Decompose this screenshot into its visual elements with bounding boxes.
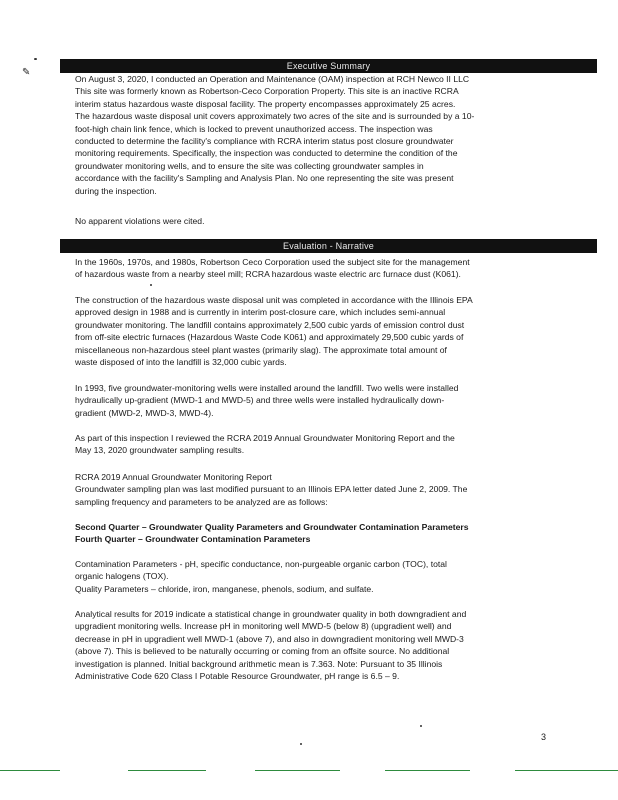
executive-summary-paragraph: On August 3, 2020, I conducted an Operation and Maintenance (OAM) inspection at RCH Newco II LLC This site was formerly known as Robertson-Ceco Corporation Property. This site is an inactive RCRA interim status hazardous waste disposal facility. The property encompasses approximately 25 acres. The hazardous waste disposal unit covers approximately two acres of the site and is surrounded by a 10- foot-high chain link fence, which is locked to prevent unauthorized access. The inspection was conducted to determine the facility's compliance with RCRA interim status post closure groundwater monitoring requirements. Specifically, the inspection was conducted to determine the condition of the groundwater monitoring wells, and to ensure the site was collecting groundwater samples in accordance with the facility's Sampling and Analysis Plan. No one representing the site was present during the inspection. xyxy=(75,74,475,196)
bottom-rule xyxy=(515,770,618,771)
scan-speck xyxy=(300,743,302,745)
scan-mark-icon: ✎ xyxy=(22,67,31,78)
bottom-rule xyxy=(385,770,470,771)
evaluation-narrative-header: Evaluation - Narrative xyxy=(60,239,597,253)
executive-summary-header: Executive Summary xyxy=(60,59,597,73)
bottom-rule xyxy=(0,770,60,771)
narrative-results-paragraph: Analytical results for 2019 indicate a statistical change in groundwater quality in both downgradient and upgradient monitoring wells. Increase pH in monitoring well MWD-5 (below 8) (upgradient well) and decrease in pH in upgradient well MWD-1 (above 7), and also in downgradient monitoring well MWD-3 (above 7). This is believed to be naturally occurring or coming from an offsite source. No additional investigation is planned. Initial background arithmetic mean is 7.363. Note: Pursuant to 35 Illinois Administrative Code 620 Class I Potable Resource Groundwater, pH range is 6.5 – 9. xyxy=(75,609,467,682)
scan-speck xyxy=(150,284,152,286)
scan-speck xyxy=(420,725,422,727)
narrative-quarters-list: Second Quarter – Groundwater Quality Parameters and Groundwater Contamination Parameters Fourth Quarter – Groundwater Contamination Parameters xyxy=(75,522,469,545)
scan-speck xyxy=(34,58,37,60)
narrative-construction-paragraph: The construction of the hazardous waste disposal unit was completed in accordance with the Illinois EPA approved design in 1988 and is currently in interim post-closure care, which includes semi-annual groundwater monitoring. The landfill contains approximately 2,500 cubic yards of emission control dust from off-site electric furnaces (Hazardous Waste Code K061) and approximately 29,500 cubic yards of miscellaneous non-hazardous steel plant wastes (primarily slag). The approximate total amount of waste disposed of into the landfill is 32,000 cubic yards. xyxy=(75,295,473,368)
narrative-parameters-list: Contamination Parameters - pH, specific conductance, non-purgeable organic carbon (TOC), total organic halogens (TOX). Quality Parameters – chloride, iron, manganese, phenols, sodium, and sulfate. xyxy=(75,559,447,594)
page-number: 3 xyxy=(540,732,546,742)
bottom-rule xyxy=(255,770,340,771)
bottom-rule xyxy=(128,770,206,771)
narrative-history-paragraph: In the 1960s, 1970s, and 1980s, Robertson Ceco Corporation used the subject site for the management of hazardous waste from a nearby steel mill; RCRA hazardous waste electric arc furnace dust (K061). xyxy=(75,257,470,280)
narrative-wells-paragraph: In 1993, five groundwater-monitoring wells were installed around the landfill. Two wells were installed hydraulically up-gradient (MWD-1 and MWD-5) and three wells were installed hydraulically down- gradient (MWD-2, MWD-3, MWD-4). xyxy=(75,383,459,418)
executive-summary-conclusion: No apparent violations were cited. xyxy=(75,216,205,226)
narrative-report-paragraph: RCRA 2019 Annual Groundwater Monitoring Report Groundwater sampling plan was last modified pursuant to an Illinois EPA letter dated June 2, 2009. The sampling frequency and parameters to be analyzed are as follows: xyxy=(75,472,468,507)
narrative-inspection-paragraph: As part of this inspection I reviewed the RCRA 2019 Annual Groundwater Monitoring Report and the May 13, 2020 groundwater sampling results. xyxy=(75,433,455,456)
